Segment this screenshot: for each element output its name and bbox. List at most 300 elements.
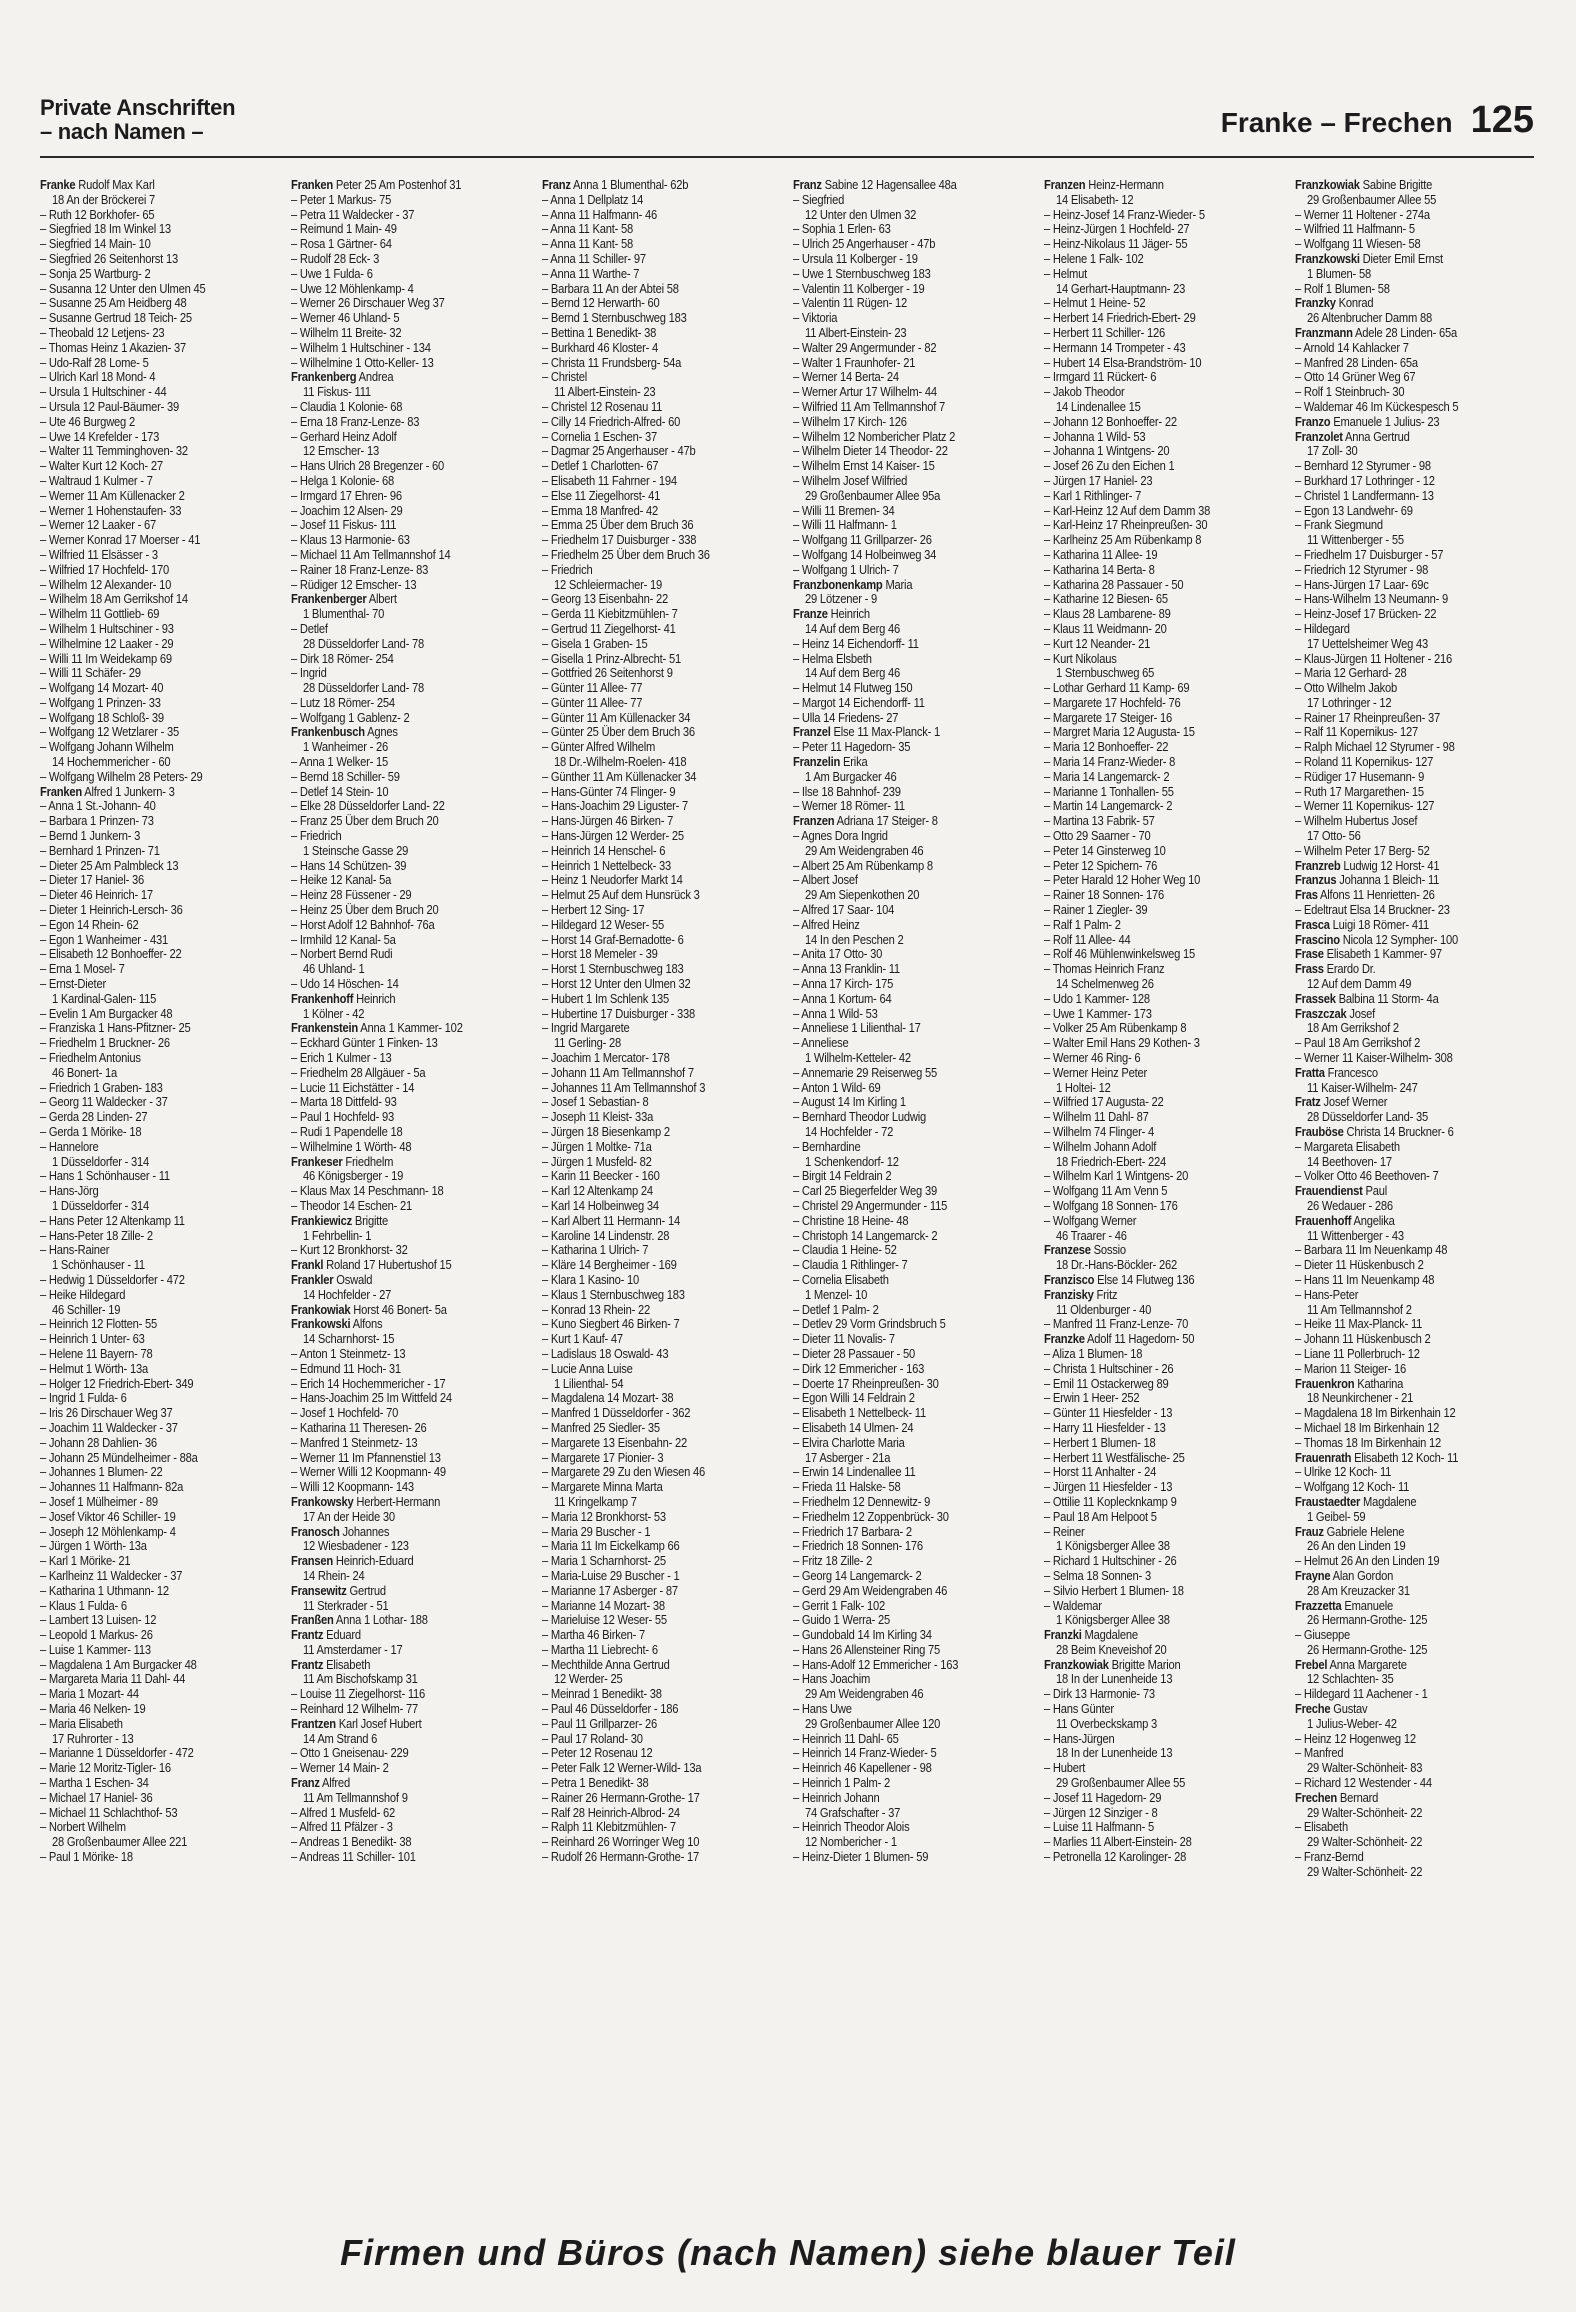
entry-text: 18 Neunkirchener - 21 — [1307, 1390, 1414, 1406]
entry-text: Magdalene — [1084, 1627, 1138, 1643]
directory-entry — [1044, 296, 1250, 311]
entry-text: – Peter 12 Rosenau 12 — [542, 1745, 653, 1761]
entry-text: 12 Unter den Ulmen 32 — [805, 206, 917, 222]
entry-text: – Helmut 1 Heine- 52 — [1044, 295, 1146, 311]
directory-entry — [1044, 859, 1250, 874]
entry-text: 29 Am Siepenkothen 20 — [805, 887, 920, 903]
entry-text: – Anna 1 St.-Johann- 40 — [40, 798, 156, 814]
entry-text: Luigi 18 Römer- 411 — [1332, 916, 1430, 932]
directory-entry — [793, 725, 999, 740]
entry-text: Angelika — [1353, 1212, 1395, 1228]
directory-entry — [291, 326, 497, 341]
entry-text: 12 Werder- 25 — [554, 1671, 623, 1687]
entry-text: – Willi 11 Schäfer- 29 — [40, 665, 141, 681]
directory-entry — [40, 1835, 246, 1850]
entry-text: – Richard 1 Hultschiner - 26 — [1044, 1553, 1177, 1569]
directory-entry — [1295, 1806, 1501, 1821]
directory-entry — [291, 1332, 497, 1347]
directory-entry — [291, 474, 497, 489]
entry-text: – Franz 25 Über dem Bruch 20 — [291, 813, 439, 829]
entry-text: – Maria 11 Im Eickelkamp 66 — [542, 1538, 680, 1554]
entry-text: – Marta 18 Dittfeld- 93 — [291, 1094, 397, 1110]
directory-entry — [1295, 1746, 1501, 1761]
directory-entry — [1044, 1850, 1250, 1865]
directory-entry — [291, 400, 497, 415]
directory-entry — [793, 518, 999, 533]
directory-entry — [542, 785, 748, 800]
directory-entry — [542, 888, 748, 903]
directory-entry — [542, 1362, 748, 1377]
directory-entry — [542, 1184, 748, 1199]
directory-entry — [1044, 1125, 1250, 1140]
entry-text: – Hubert 14 Elsa-Brandström- 10 — [1044, 354, 1202, 370]
directory-entry — [793, 222, 999, 237]
directory-entry — [40, 1658, 246, 1673]
entry-text: – Ernst-Dieter — [40, 976, 106, 992]
entry-text: – Katharina 14 Berta- 8 — [1044, 561, 1155, 577]
entry-text: Maria — [885, 576, 913, 592]
directory-entry — [542, 1835, 748, 1850]
directory-entry — [1295, 222, 1501, 237]
entry-text: 1 Blumenthal- 70 — [303, 606, 385, 622]
directory-entry — [40, 1806, 246, 1821]
entry-text: Gustav — [1333, 1701, 1368, 1717]
directory-entry — [1044, 1199, 1250, 1214]
entry-text: – Wolfgang Werner — [1044, 1212, 1137, 1228]
entry-text: – Friedhelm 1 Bruckner- 26 — [40, 1035, 170, 1051]
surname: Franzen — [793, 813, 835, 829]
entry-text: – Klaus-Jürgen 11 Holtener - 216 — [1295, 650, 1452, 666]
directory-entry — [1295, 296, 1501, 311]
directory-entry — [542, 1258, 748, 1273]
directory-entry — [542, 1702, 748, 1717]
entry-text: – Joseph 11 Kleist- 33a — [542, 1109, 654, 1125]
directory-entry — [291, 814, 497, 829]
footer-note: Firmen und Büros (nach Namen) siehe blauer Teil — [340, 2232, 1236, 2273]
entry-text: 1 Königsberger Allee 38 — [1056, 1612, 1170, 1628]
directory-entry — [291, 844, 497, 859]
entry-text: 11 Wittenberger - 43 — [1307, 1227, 1404, 1243]
directory-entry — [793, 237, 999, 252]
entry-text: – Uwe 1 Kammer- 173 — [1044, 1005, 1152, 1021]
directory-entry — [40, 311, 246, 326]
directory-entry — [542, 1451, 748, 1466]
directory-entry — [1295, 888, 1501, 903]
directory-entry — [40, 1229, 246, 1244]
entry-text: – Ulrich Karl 18 Mond- 4 — [40, 369, 156, 385]
directory-entry — [40, 1495, 246, 1510]
directory-entry — [542, 1303, 748, 1318]
directory-entry — [793, 1066, 999, 1081]
directory-entry — [291, 1584, 497, 1599]
entry-text: – Josef 1 Sebastian- 8 — [542, 1094, 649, 1110]
entry-text: Anna 1 Lothar- 188 — [335, 1612, 428, 1628]
directory-entry — [1044, 1347, 1250, 1362]
directory-entry — [1295, 563, 1501, 578]
directory-entry — [793, 1081, 999, 1096]
directory-entry — [1295, 681, 1501, 696]
entry-text: – Wolfgang 18 Sonnen- 176 — [1044, 1197, 1178, 1213]
directory-entry — [40, 1480, 246, 1495]
entry-text: 18 In der Lunenheide 13 — [1056, 1671, 1173, 1687]
entry-text: – Maria 1 Scharnhorst- 25 — [542, 1553, 666, 1569]
directory-entry — [542, 400, 748, 415]
directory-entry — [793, 1539, 999, 1554]
entry-text: – Mechthilde Anna Gertrud — [542, 1656, 670, 1672]
entry-text: – Thomas Heinz 1 Akazien- 37 — [40, 339, 187, 355]
directory-entry — [1295, 844, 1501, 859]
directory-entry — [1295, 666, 1501, 681]
entry-text: 28 Düsseldorfer Land- 78 — [303, 680, 425, 696]
entry-text: – Klaus 28 Lambarene- 89 — [1044, 606, 1171, 622]
directory-entry — [542, 1613, 748, 1628]
directory-entry — [793, 1036, 999, 1051]
directory-entry — [1295, 696, 1501, 711]
entry-text: 28 Düsseldorfer Land- 78 — [303, 635, 425, 651]
directory-entry — [40, 1525, 246, 1540]
directory-entry — [1044, 1732, 1250, 1747]
directory-entry — [542, 755, 748, 770]
directory-entry — [793, 785, 999, 800]
directory-column — [1044, 178, 1283, 2168]
entry-text: – Anna 1 Kortum- 64 — [793, 990, 892, 1006]
entry-text: – Lutz 18 Römer- 254 — [291, 694, 395, 710]
entry-text: – Sophia 1 Erlen- 63 — [793, 221, 891, 237]
entry-text: – Kuno Siegbert 46 Birken- 7 — [542, 1316, 680, 1332]
directory-entry — [1295, 1850, 1501, 1865]
directory-entry — [291, 341, 497, 356]
entry-text: 14 Elisabeth- 12 — [1056, 191, 1134, 207]
entry-text: 1 Schenkendorf- 12 — [805, 1153, 899, 1169]
directory-entry — [291, 711, 497, 726]
directory-entry — [1044, 1377, 1250, 1392]
entry-text: – Magdalena 1 Am Burgacker 48 — [40, 1656, 197, 1672]
directory-entry — [1295, 933, 1501, 948]
directory-entry — [40, 1569, 246, 1584]
directory-entry — [1044, 548, 1250, 563]
directory-entry — [542, 770, 748, 785]
directory-entry — [542, 1288, 748, 1303]
directory-entry — [542, 1628, 748, 1643]
surname: Frazzetta — [1295, 1597, 1342, 1613]
directory-entry — [542, 1806, 748, 1821]
entry-text: – Horst 12 Unter den Ulmen 32 — [542, 976, 691, 992]
directory-entry — [40, 947, 246, 962]
directory-entry — [1044, 1554, 1250, 1569]
entry-text: – Hans-Joachim 29 Liguster- 7 — [542, 798, 689, 814]
entry-text: – Jürgen 18 Biesenkamp 2 — [542, 1124, 670, 1139]
directory-entry — [40, 592, 246, 607]
entry-text: 17 Ruhrorter - 13 — [52, 1730, 134, 1746]
directory-entry — [542, 1761, 748, 1776]
directory-entry — [793, 977, 999, 992]
surname: Franzkowski — [1295, 250, 1360, 266]
entry-text: – Margret Maria 12 Augusta- 15 — [1044, 724, 1195, 740]
entry-text: Alfons 11 Henrietten- 26 — [1320, 887, 1435, 903]
entry-text: – Wilhelm Ernst 14 Kaiser- 15 — [793, 458, 935, 474]
directory-entry — [793, 1377, 999, 1392]
entry-text: – Detlef 14 Stein- 10 — [291, 783, 389, 799]
name-range: Franke – Frechen — [1220, 107, 1453, 138]
directory-entry — [1295, 1258, 1501, 1273]
entry-text: – Anna 11 Schiller- 97 — [542, 250, 646, 266]
directory-entry — [1295, 1554, 1501, 1569]
entry-text: – Ottilie 11 Koplecknkamp 9 — [1044, 1493, 1177, 1509]
entry-text: – Friedhelm 17 Duisburger - 338 — [542, 532, 697, 548]
directory-entry — [542, 1036, 748, 1051]
directory-entry — [1044, 962, 1250, 977]
entry-text: 28 Beim Kneveishof 20 — [1056, 1641, 1167, 1657]
directory-entry — [40, 859, 246, 874]
entry-text: – Theodor 14 Eschen- 21 — [291, 1197, 413, 1213]
entry-text: – Wilhelm 11 Dahl- 87 — [1044, 1109, 1149, 1125]
directory-entry — [291, 1702, 497, 1717]
directory-entry — [1295, 785, 1501, 800]
surname: Frase — [1295, 946, 1324, 962]
entry-text: – Hans-Günter 74 Flinger- 9 — [542, 783, 676, 799]
entry-text: 46 Königsberger - 19 — [303, 1168, 404, 1184]
entry-text: 1 Holtei- 12 — [1056, 1079, 1111, 1095]
directory-entry — [1295, 859, 1501, 874]
directory-entry — [40, 518, 246, 533]
directory-entry — [793, 1776, 999, 1791]
directory-entry — [1295, 1288, 1501, 1303]
entry-text: – Emma 18 Manfred- 42 — [542, 502, 659, 518]
entry-text: – Ilse 18 Bahnhof- 239 — [793, 783, 901, 799]
surname: Frantz — [291, 1656, 324, 1672]
entry-text: Emanuele 1 Julius- 23 — [1333, 413, 1440, 429]
entry-text: 1 Düsseldorfer - 314 — [52, 1197, 150, 1213]
entry-text: – Heinz-Dieter 1 Blumen- 59 — [793, 1849, 929, 1865]
entry-text: – Fritz 18 Zille- 2 — [793, 1553, 873, 1569]
directory-entry — [542, 1569, 748, 1584]
entry-text: Sossio — [1093, 1242, 1126, 1258]
directory-entry — [1295, 1051, 1501, 1066]
entry-text: – Werner 18 Römer- 11 — [793, 798, 905, 814]
directory-entry — [1295, 459, 1501, 474]
directory-entry — [542, 1776, 748, 1791]
directory-entry — [40, 1347, 246, 1362]
entry-text: Anna Gertrud — [1345, 428, 1410, 444]
entry-text: – Norbert Wilhelm — [40, 1819, 126, 1835]
directory-entry — [40, 1539, 246, 1554]
directory-entry — [1295, 1125, 1501, 1140]
directory-entry — [40, 1702, 246, 1717]
directory-entry — [291, 518, 497, 533]
directory-entry — [1044, 1066, 1250, 1081]
directory-entry — [542, 430, 748, 445]
entry-text: – Cornelia Elisabeth — [793, 1271, 889, 1287]
entry-text: Heinrich — [356, 990, 396, 1006]
entry-text: – Barbara 1 Prinzen- 73 — [40, 813, 154, 829]
entry-text: 17 An der Heide 30 — [303, 1508, 395, 1524]
entry-text: – Christel 29 Angermunder - 115 — [793, 1197, 948, 1213]
entry-text: – Maria 29 Buscher - 1 — [542, 1523, 651, 1539]
entry-text: – Wilhelmine 12 Laaker - 29 — [40, 635, 174, 651]
directory-entry — [40, 1007, 246, 1022]
entry-text: – Johann 12 Bonhoeffer- 22 — [1044, 413, 1177, 429]
directory-entry — [1295, 1465, 1501, 1480]
entry-text: 1 Julius-Weber- 42 — [1307, 1715, 1397, 1731]
directory-entry — [793, 548, 999, 563]
surname: Frauböse — [1295, 1124, 1344, 1139]
directory-entry — [793, 459, 999, 474]
entry-text: 26 Wedauer - 286 — [1307, 1197, 1393, 1213]
entry-text: – Hans-Jürgen 12 Werder- 25 — [542, 828, 684, 844]
entry-text: – Günther 11 Am Küllenacker 34 — [542, 768, 697, 784]
directory-entry — [1295, 1169, 1501, 1184]
surname: Frantz — [291, 1627, 324, 1643]
directory-entry — [1295, 1539, 1501, 1554]
entry-text: – Roland 11 Kopernikus- 127 — [1295, 754, 1434, 770]
directory-entry — [793, 504, 999, 519]
directory-entry — [291, 444, 497, 459]
entry-text: – Joseph 12 Möhlenkamp- 4 — [40, 1523, 176, 1539]
entry-text: 1 Wanheimer - 26 — [303, 739, 389, 755]
directory-entry — [793, 1199, 999, 1214]
entry-text: – Burkhard 17 Lothringer - 12 — [1295, 472, 1435, 488]
entry-text: – Wolfgang 12 Koch- 11 — [1295, 1479, 1410, 1495]
directory-entry — [1295, 1081, 1501, 1096]
entry-text: – Siegfried 14 Main- 10 — [40, 236, 151, 252]
entry-text: – Thomas 18 Im Birkenhain 12 — [1295, 1434, 1442, 1450]
entry-text: – Rolf 46 Mühlenwinkelsweg 15 — [1044, 946, 1195, 962]
directory-entry — [291, 1717, 497, 1732]
entry-text: Gabriele Helene — [1326, 1523, 1405, 1539]
entry-text: – Anneliese 1 Lilienthal- 17 — [793, 1020, 921, 1036]
entry-text: Francesco — [1327, 1064, 1378, 1080]
entry-text: – Heinrich 12 Flotten- 55 — [40, 1316, 158, 1332]
directory-entry — [40, 1465, 246, 1480]
entry-text: – Gerda 11 Kiebitzmühlen- 7 — [542, 606, 678, 622]
entry-text: – Margarete 17 Hochfeld- 76 — [1044, 694, 1181, 710]
entry-text: – Wolfgang 1 Prinzen- 33 — [40, 694, 161, 710]
entry-text: – Wilhelm 1 Hultschiner - 134 — [291, 339, 431, 355]
directory-entry — [1295, 1332, 1501, 1347]
directory-entry — [1044, 666, 1250, 681]
entry-text: 1 Steinsche Gasse 29 — [303, 842, 409, 858]
directory-entry — [1295, 770, 1501, 785]
surname: Franke — [40, 178, 76, 192]
directory-entry — [291, 1214, 497, 1229]
entry-text: – Detlef 1 Palm- 2 — [793, 1301, 879, 1317]
directory-entry — [1044, 799, 1250, 814]
directory-entry — [793, 829, 999, 844]
directory-entry — [793, 1258, 999, 1273]
directory-entry — [1295, 1510, 1501, 1525]
directory-entry — [40, 1672, 246, 1687]
entry-text: Ludwig 12 Horst- 41 — [1343, 857, 1440, 873]
entry-text: – Friedhelm 12 Dennewitz- 9 — [793, 1493, 931, 1509]
entry-text: – Luise 1 Kammer- 113 — [40, 1641, 151, 1657]
entry-text: 29 Walter-Schönheit- 22 — [1307, 1863, 1423, 1879]
entry-text: – Jürgen 17 Haniel- 23 — [1044, 472, 1153, 488]
entry-text: – Wilhelm 18 Am Gerrikshof 14 — [40, 591, 188, 607]
entry-text: – Otto 29 Saarner - 70 — [1044, 828, 1151, 844]
directory-entry — [1044, 504, 1250, 519]
directory-entry — [291, 1199, 497, 1214]
directory-entry — [1295, 444, 1501, 459]
directory-entry — [542, 1717, 748, 1732]
entry-text: – Heinrich 1 Palm- 2 — [793, 1775, 890, 1791]
directory-entry — [291, 977, 497, 992]
entry-text: 26 Altenbrucher Damm 88 — [1307, 310, 1432, 326]
directory-entry — [291, 1672, 497, 1687]
directory-entry — [40, 267, 246, 282]
directory-entry — [542, 1599, 748, 1614]
entry-text: – Friedrich 1 Graben- 183 — [40, 1079, 163, 1095]
entry-text: – Johann 11 Am Tellmannshof 7 — [542, 1064, 694, 1080]
entry-text: – Karl 1 Mörike- 21 — [40, 1553, 131, 1569]
directory-entry — [1044, 1436, 1250, 1451]
entry-text: – Josef 1 Mülheimer - 89 — [40, 1493, 158, 1509]
entry-text: – Elke 28 Düsseldorfer Land- 22 — [291, 798, 445, 814]
entry-text: – Georg 14 Langemarck- 2 — [793, 1567, 922, 1583]
entry-text: – Manfred 28 Linden- 65a — [1295, 354, 1418, 370]
entry-text: – Ursula 12 Paul-Bäumer- 39 — [40, 398, 179, 414]
entry-text: – Irmgard 11 Rückert- 6 — [1044, 369, 1157, 385]
directory-entry — [542, 1672, 748, 1687]
directory-entry — [542, 1480, 748, 1495]
entry-text: Andrea — [358, 369, 394, 385]
directory-entry — [1044, 370, 1250, 385]
surname: Frankenhoff — [291, 990, 354, 1006]
directory-entry — [291, 652, 497, 667]
entry-text: – Ursula 11 Kolberger - 19 — [793, 250, 918, 266]
entry-text: – Johannes 11 Am Tellmannshof 3 — [542, 1079, 706, 1095]
entry-text: – Christel 1 Landfermann- 13 — [1295, 487, 1434, 503]
directory-entry — [1044, 888, 1250, 903]
entry-text: Rudolf Max Karl — [78, 178, 155, 192]
entry-text: – Helmut 14 Flutweg 150 — [793, 680, 913, 696]
entry-text: 11 Sterkrader - 51 — [303, 1597, 389, 1613]
entry-text: – Kurt Nikolaus — [1044, 650, 1117, 666]
directory-entry — [291, 1184, 497, 1199]
directory-entry — [542, 799, 748, 814]
entry-text: – Herbert 11 Westfälische- 25 — [1044, 1449, 1185, 1465]
entry-text: – Anna 11 Kant- 58 — [542, 221, 634, 237]
directory-entry — [793, 696, 999, 711]
directory-entry — [40, 622, 246, 637]
entry-text: – Bernhardine — [793, 1138, 861, 1154]
entry-text: – Egon 1 Wanheimer - 431 — [40, 931, 169, 947]
entry-text: – Sonja 25 Wartburg- 2 — [40, 265, 151, 281]
directory-entry — [1044, 1776, 1250, 1791]
entry-text: – Gerhard Heinz Adolf — [291, 428, 397, 444]
entry-text: Josef — [1349, 1005, 1376, 1021]
directory-entry — [1044, 1599, 1250, 1614]
directory-entry — [1044, 592, 1250, 607]
directory-entry — [40, 888, 246, 903]
directory-entry — [40, 903, 246, 918]
directory-entry — [1295, 1584, 1501, 1599]
entry-text: – Friedrich 17 Barbara- 2 — [793, 1523, 912, 1539]
entry-text: 11 Fiskus- 111 — [303, 384, 371, 400]
entry-text: – Michael 17 Haniel- 36 — [40, 1789, 153, 1805]
directory-entry — [793, 755, 999, 770]
directory-entry — [291, 1317, 497, 1332]
surname: Frankiewicz — [291, 1212, 353, 1228]
directory-entry — [1044, 518, 1250, 533]
entry-text: Adolf 11 Hagedorn- 50 — [1087, 1331, 1195, 1347]
directory-entry — [40, 282, 246, 297]
directory-entry — [542, 696, 748, 711]
entry-text: – Wilhelm Josef Wilfried — [793, 472, 908, 488]
entry-text: – Josef 11 Fiskus- 111 — [291, 517, 397, 533]
directory-entry — [793, 1495, 999, 1510]
directory-entry — [542, 341, 748, 356]
directory-entry — [542, 1465, 748, 1480]
